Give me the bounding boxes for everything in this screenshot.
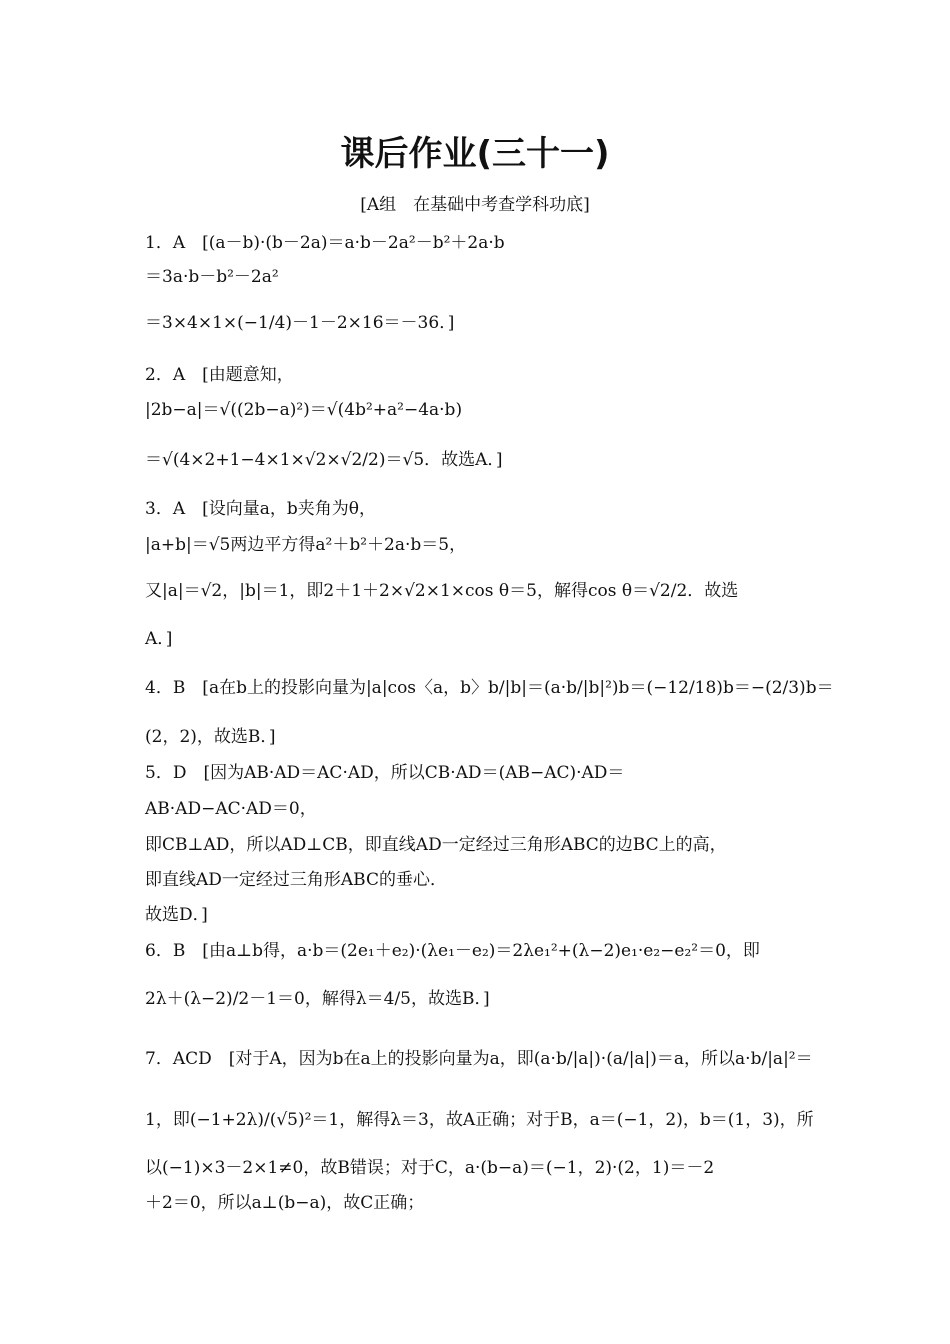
answer-line: 3．A [设向量a，b夹角为θ， [145,499,376,519]
answer-line: A．] [145,629,173,649]
answer-line: (2，2)，故选B．] [145,727,276,747]
answer-line: |a+b|＝√5两边平方得a²＋b²＋2a·b＝5， [145,535,467,555]
answer-line: 又|a|＝√2，|b|＝1，即2＋1＋2×√2×1×cos θ＝5，解得cos θ＝√2/2．故选 [145,581,739,601]
answer-line: 1，即(−1+2λ)/(√5)²＝1，解得λ＝3，故A正确；对于B，a＝(−1，2)，b＝(1，3)，所 [145,1110,814,1130]
answer-line: |2b−a|＝√((2b−a)²)＝√(4b²+a²−4a·b) [145,400,463,420]
answer-line: ＝3×4×1×(−1/4)－1－2×16＝－36．] [145,313,455,333]
answer-line: 7．ACD [对于A，因为b在a上的投影向量为a，即(a·b/|a|)·(a/|a|)＝a，所以a·b/|a|²＝ [145,1049,813,1069]
answer-line: ＝√(4×2+1−4×1×√2×√2/2)＝√5．故选A．] [145,450,503,470]
answer-line: 2．A [由题意知， [145,365,294,385]
answer-line: 以(−1)×3－2×1≠0，故B错误；对于C，a·(b−a)＝(−1，2)·(2，1)＝－2 [145,1158,715,1178]
answer-line: 6．B [由a⊥b得，a·b＝(2e₁＋e₂)·(λe₁－e₂)＝2λe₁²+(λ−2)e₁·e₂−e₂²＝0，即 [145,941,760,961]
answer-line: 2λ＋(λ−2)/2－1＝0，解得λ＝4/5，故选B．] [145,989,490,1009]
answer-line: 4．B [a在b上的投影向量为|a|cos〈a，b〉b/|b|＝(a·b/|b|²)b＝(−12/18)b＝−(2/3)b＝ [145,678,834,698]
answer-line: 即直线AD一定经过三角形ABC的垂心． [145,870,447,890]
answer-line: 即CB⊥AD，所以AD⊥CB，即直线AD一定经过三角形ABC的边BC上的高， [145,835,727,855]
answer-line: 故选D．] [145,905,208,925]
answer-line: 1．A [(a－b)·(b－2a)＝a·b－2a²－b²＋2a·b [145,233,505,253]
answer-line: ＝3a·b－b²－2a² [145,267,279,287]
section-subtitle: [A组 在基础中考查学科功底] [360,195,590,215]
page-title: 课后作业(三十一) [340,134,610,174]
answer-line: AB·AD−AC·AD＝0， [145,799,317,819]
answer-line: ＋2＝0，所以a⊥(b−a)，故C正确； [145,1193,425,1213]
answer-line: 5．D [因为AB·AD＝AC·AD，所以CB·AD＝(AB−AC)·AD＝ [145,763,625,783]
